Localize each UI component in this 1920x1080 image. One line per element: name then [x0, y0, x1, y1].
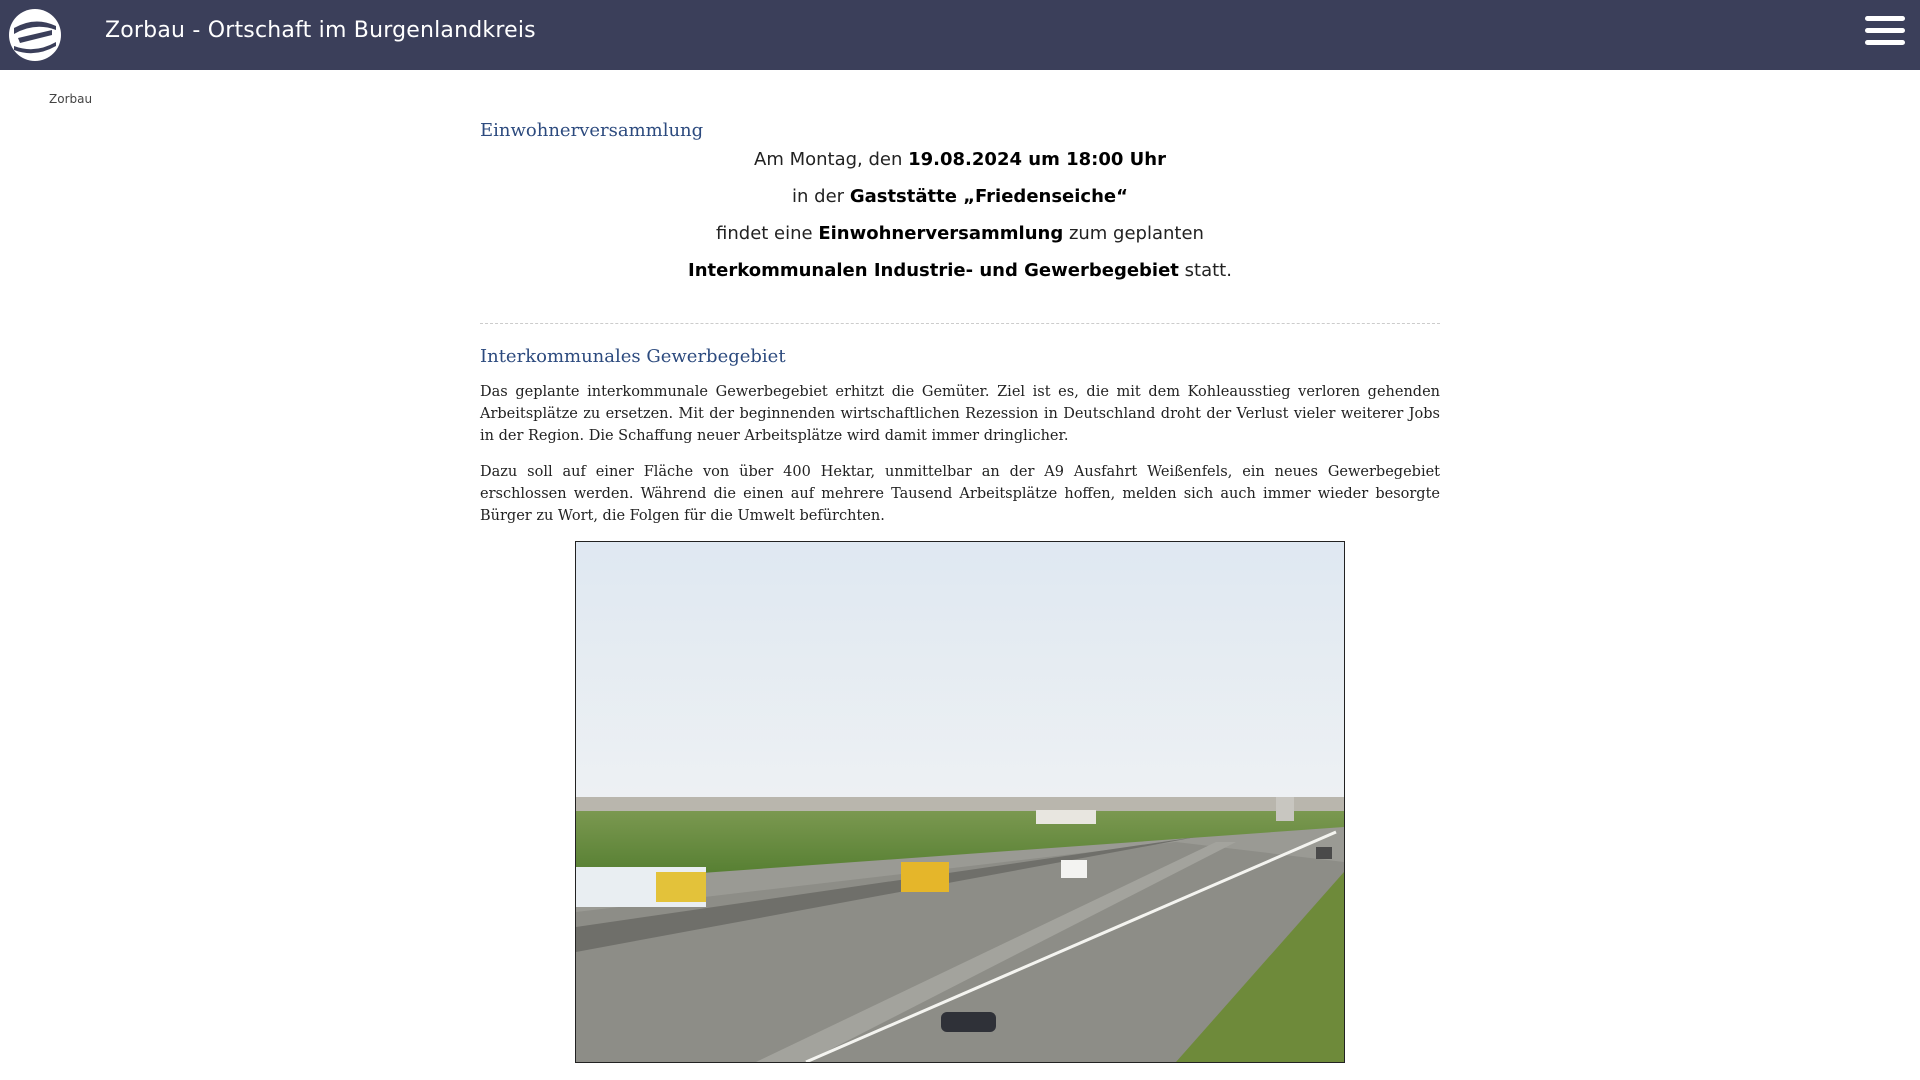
line2-text: in der — [792, 186, 850, 207]
paragraph-2: Dazu soll auf einer Fläche von über 400 Hektar, unmittelbar an der A9 Ausfahrt Weißenfels, ein neues Gewerbegebiet erschlossen werden. Während die einen auf mehrere Tausend Arbeitsplätze hoffen, melden sich auch immer wieder besorgte Bürger zu Wort, die Folgen für die Umwelt befürchten. — [480, 464, 1440, 524]
paragraph-1: Das geplante interkommunale Gewerbegebiet erhitzt die Gemüter. Ziel ist es, die mit dem Kohleausstieg verloren gehenden Arbeitsplätze zu ersetzen. Mit der beginnenden wirtschaftlichen Rezession in Deutschland droht der Verlust vieler weiterer Jobs in der Region. Die Schaffung neuer Arbeitsplätze wird damit immer dringlicher. — [480, 384, 1440, 444]
line4-topic: Interkommunalen Industrie- und Gewerbegebiet — [688, 260, 1179, 281]
heading-gewerbegebiet: Interkommunales Gewerbegebiet — [480, 346, 786, 367]
line3-event: Einwohnerversammlung — [818, 223, 1064, 244]
announcement-line-3 — [480, 215, 1440, 252]
line2-venue: Gaststätte „Friedenseiche“ — [849, 186, 1128, 207]
highway-photo — [575, 541, 1345, 1063]
announcement-line-2 — [480, 178, 1440, 215]
zorbau-logo-icon[interactable] — [8, 8, 62, 62]
section-divider — [480, 323, 1440, 324]
line1-date: 19.08.2024 um 18:00 Uhr — [908, 149, 1166, 170]
heading-einwohnerversammlung: Einwohnerversammlung — [480, 120, 704, 141]
announcement-line-1 — [480, 141, 1440, 178]
line3-text: findet eine — [716, 223, 819, 244]
site-header — [0, 0, 1920, 70]
line1-text: Am Montag, den — [754, 149, 909, 170]
main-content — [480, 120, 1440, 1063]
line4-post: statt. — [1178, 260, 1232, 281]
announcement-line-4 — [480, 252, 1440, 289]
site-title[interactable]: Zorbau - Ortschaft im Burgenlandkreis — [105, 18, 536, 43]
announcement — [480, 141, 1440, 289]
breadcrumb[interactable]: Zorbau — [49, 92, 93, 106]
line3-post: zum geplanten — [1063, 223, 1204, 244]
hamburger-menu-icon[interactable] — [1865, 16, 1905, 50]
